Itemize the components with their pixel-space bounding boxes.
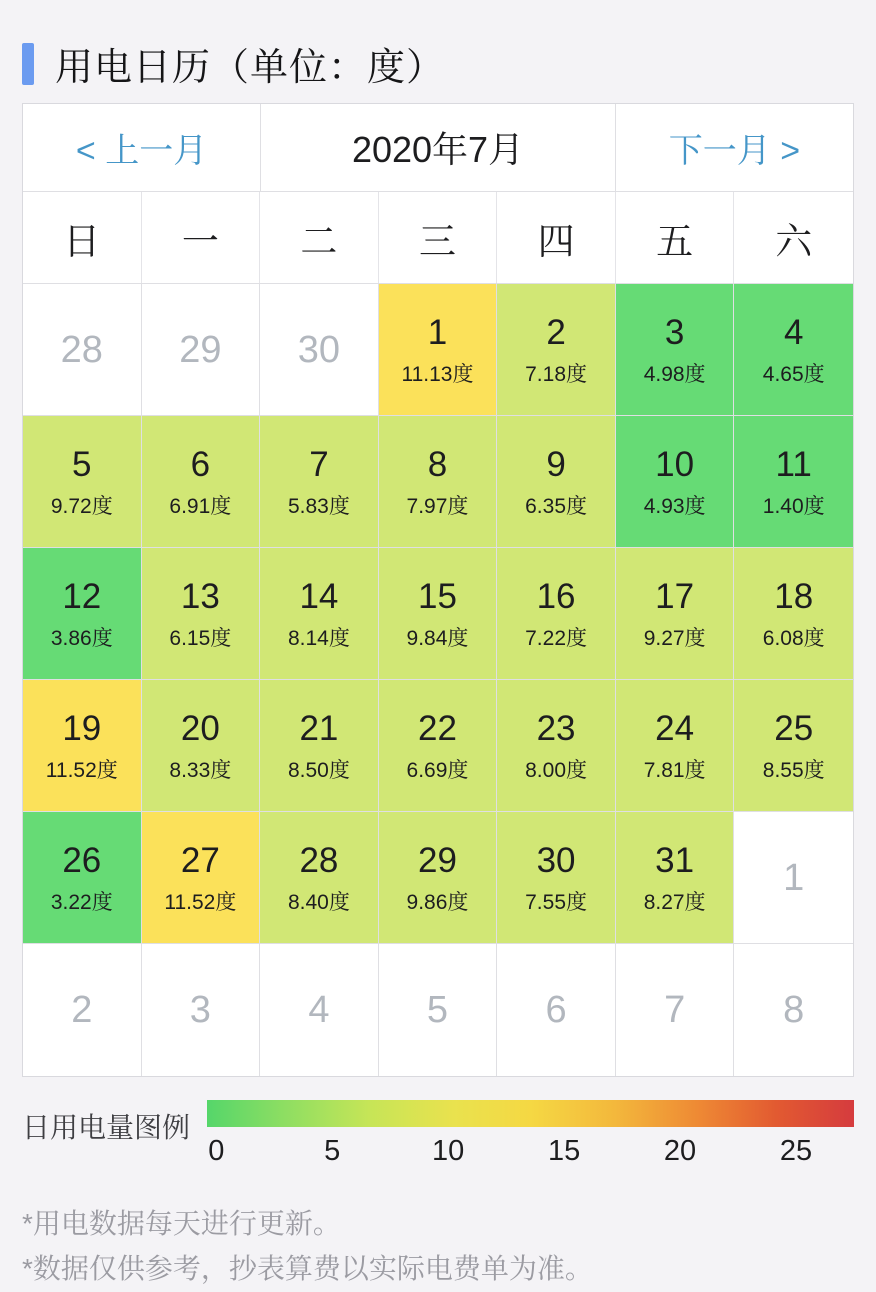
day-cell [379, 680, 498, 812]
day-number: 7 [664, 989, 686, 1031]
day-number: 27 [180, 840, 220, 880]
footnote: *数据仅供参考，抄表算费以实际电费单为准。 [22, 1253, 593, 1285]
page-title: 用电日历（单位：度） [55, 47, 446, 89]
day-number: 5 [426, 989, 449, 1031]
day-number: 8 [427, 444, 448, 484]
day-usage-value: 11.52度 [164, 890, 237, 914]
adjacent-month-day-cell [260, 284, 379, 416]
day-usage-value: 9.84度 [406, 626, 469, 650]
legend-tick-label: 0 [208, 1135, 225, 1167]
title-accent-bar [22, 43, 34, 85]
electricity-calendar [22, 103, 854, 1077]
day-cell [734, 680, 853, 812]
day-number: 1 [783, 856, 805, 899]
day-cell [142, 416, 261, 548]
day-number: 19 [62, 708, 102, 748]
day-usage-value: 3.22度 [50, 890, 113, 914]
legend-tick-row [207, 1127, 854, 1171]
day-usage-value: 7.22度 [525, 626, 587, 650]
day-number: 29 [179, 328, 222, 371]
day-cell [260, 548, 379, 680]
day-number: 21 [299, 708, 339, 748]
usage-legend [22, 1100, 854, 1171]
day-number: 8 [783, 989, 805, 1031]
day-usage-value: 8.33度 [169, 758, 232, 782]
day-cell [260, 680, 379, 812]
day-cell [142, 680, 261, 812]
day-usage-value: 8.27度 [643, 890, 706, 914]
calendar-month-nav [23, 104, 853, 192]
day-number: 31 [655, 840, 695, 880]
day-number: 4 [783, 312, 804, 352]
day-usage-value: 8.00度 [525, 758, 587, 782]
legend-tick-label: 20 [663, 1135, 697, 1167]
day-usage-value: 8.55度 [762, 758, 825, 782]
day-number: 3 [664, 312, 685, 352]
day-usage-value: 6.08度 [762, 626, 825, 650]
legend-tick-label: 10 [432, 1135, 465, 1167]
day-usage-value: 7.81度 [643, 758, 706, 782]
day-usage-value: 3.86度 [50, 626, 113, 650]
day-number: 25 [774, 708, 814, 748]
calendar-grid [23, 284, 853, 1076]
next-month-button[interactable]: 下一月 > [668, 132, 801, 170]
weekday-header: 四 [497, 192, 616, 283]
day-cell [497, 284, 616, 416]
day-cell [616, 416, 735, 548]
day-number: 15 [418, 576, 457, 616]
day-cell [23, 680, 142, 812]
legend-tick-label: 15 [547, 1135, 581, 1167]
day-cell [616, 284, 735, 416]
weekday-header-row [23, 192, 853, 284]
day-number: 13 [180, 576, 220, 616]
legend-label: 日用电量图例 [22, 1112, 191, 1143]
day-number: 23 [536, 708, 576, 748]
day-number: 5 [72, 444, 92, 484]
day-usage-value: 11.13度 [401, 362, 474, 386]
day-number: 22 [418, 708, 457, 748]
day-usage-value: 6.91度 [169, 494, 232, 518]
day-usage-value: 8.50度 [287, 758, 350, 782]
day-cell [379, 812, 498, 944]
day-cell [142, 548, 261, 680]
day-cell [379, 548, 498, 680]
adjacent-month-day-cell [142, 944, 261, 1076]
adjacent-month-day-cell [734, 944, 853, 1076]
day-cell [23, 548, 142, 680]
day-cell [23, 416, 142, 548]
day-usage-value: 9.72度 [50, 494, 113, 518]
adjacent-month-day-cell [616, 944, 735, 1076]
day-number: 2 [546, 312, 566, 352]
day-cell [142, 812, 261, 944]
day-number: 14 [299, 576, 339, 616]
day-usage-value: 7.18度 [525, 362, 587, 386]
day-cell [497, 416, 616, 548]
legend-scale [207, 1100, 854, 1171]
day-cell [260, 416, 379, 548]
adjacent-month-day-cell [142, 284, 261, 416]
day-usage-value: 7.97度 [406, 494, 469, 518]
legend-gradient-bar [207, 1100, 854, 1127]
page-header [0, 0, 876, 103]
day-number: 12 [62, 576, 102, 616]
day-number: 24 [655, 708, 695, 748]
day-usage-value: 9.86度 [406, 890, 469, 914]
weekday-header: 一 [142, 192, 261, 283]
day-usage-value: 1.40度 [762, 494, 825, 518]
weekday-header: 六 [775, 220, 813, 262]
day-number: 2 [71, 989, 93, 1031]
day-cell [616, 548, 735, 680]
adjacent-month-day-cell [260, 944, 379, 1076]
day-usage-value: 6.69度 [406, 758, 469, 782]
day-number: 16 [536, 576, 576, 616]
day-usage-value: 6.35度 [525, 494, 587, 518]
legend-tick-label: 5 [324, 1135, 341, 1167]
day-cell [616, 680, 735, 812]
legend-tick-label: 25 [779, 1135, 813, 1167]
day-usage-value: 7.55度 [525, 890, 587, 914]
day-usage-value: 8.14度 [287, 626, 350, 650]
adjacent-month-day-cell [734, 812, 853, 944]
prev-month-button[interactable]: < 上一月 [75, 132, 208, 170]
day-number: 28 [60, 328, 103, 371]
day-usage-value: 6.15度 [169, 626, 232, 650]
adjacent-month-day-cell [23, 944, 142, 1076]
day-number: 7 [309, 444, 329, 484]
day-number: 10 [655, 444, 695, 484]
day-number: 4 [308, 989, 330, 1031]
weekday-header: 三 [379, 192, 498, 283]
day-usage-value: 4.65度 [762, 362, 825, 386]
day-number: 17 [655, 576, 695, 616]
day-usage-value: 8.40度 [287, 890, 350, 914]
adjacent-month-day-cell [23, 284, 142, 416]
day-number: 29 [418, 840, 457, 880]
day-usage-value: 4.98度 [643, 362, 706, 386]
day-cell [734, 548, 853, 680]
day-cell [23, 812, 142, 944]
current-month-label: 2020年7月 [260, 104, 616, 191]
day-cell [616, 812, 735, 944]
day-cell [260, 812, 379, 944]
day-cell [497, 812, 616, 944]
day-cell [734, 284, 853, 416]
day-number: 1 [427, 312, 448, 352]
day-cell [379, 416, 498, 548]
day-usage-value: 9.27度 [643, 626, 706, 650]
day-number: 18 [774, 576, 814, 616]
day-number: 30 [297, 328, 341, 371]
weekday-header: 二 [260, 192, 379, 283]
weekday-header: 日 [23, 192, 142, 283]
day-number: 11 [775, 444, 812, 484]
day-usage-value: 5.83度 [287, 494, 350, 518]
day-number: 6 [190, 444, 211, 484]
day-usage-value: 4.93度 [643, 494, 706, 518]
day-number: 6 [545, 989, 567, 1031]
day-number: 30 [536, 840, 576, 880]
day-number: 3 [189, 989, 211, 1031]
day-cell [497, 680, 616, 812]
day-number: 20 [180, 708, 220, 748]
footnote: *用电数据每天进行更新。 [22, 1208, 341, 1239]
day-number: 9 [546, 444, 566, 484]
day-number: 28 [299, 840, 339, 880]
adjacent-month-day-cell [497, 944, 616, 1076]
day-number: 26 [62, 840, 102, 880]
day-cell [734, 416, 853, 548]
footnotes [22, 1201, 854, 1292]
day-usage-value: 11.52度 [45, 758, 118, 782]
adjacent-month-day-cell [379, 944, 498, 1076]
weekday-header: 五 [616, 192, 735, 283]
day-cell [497, 548, 616, 680]
day-cell [379, 284, 498, 416]
